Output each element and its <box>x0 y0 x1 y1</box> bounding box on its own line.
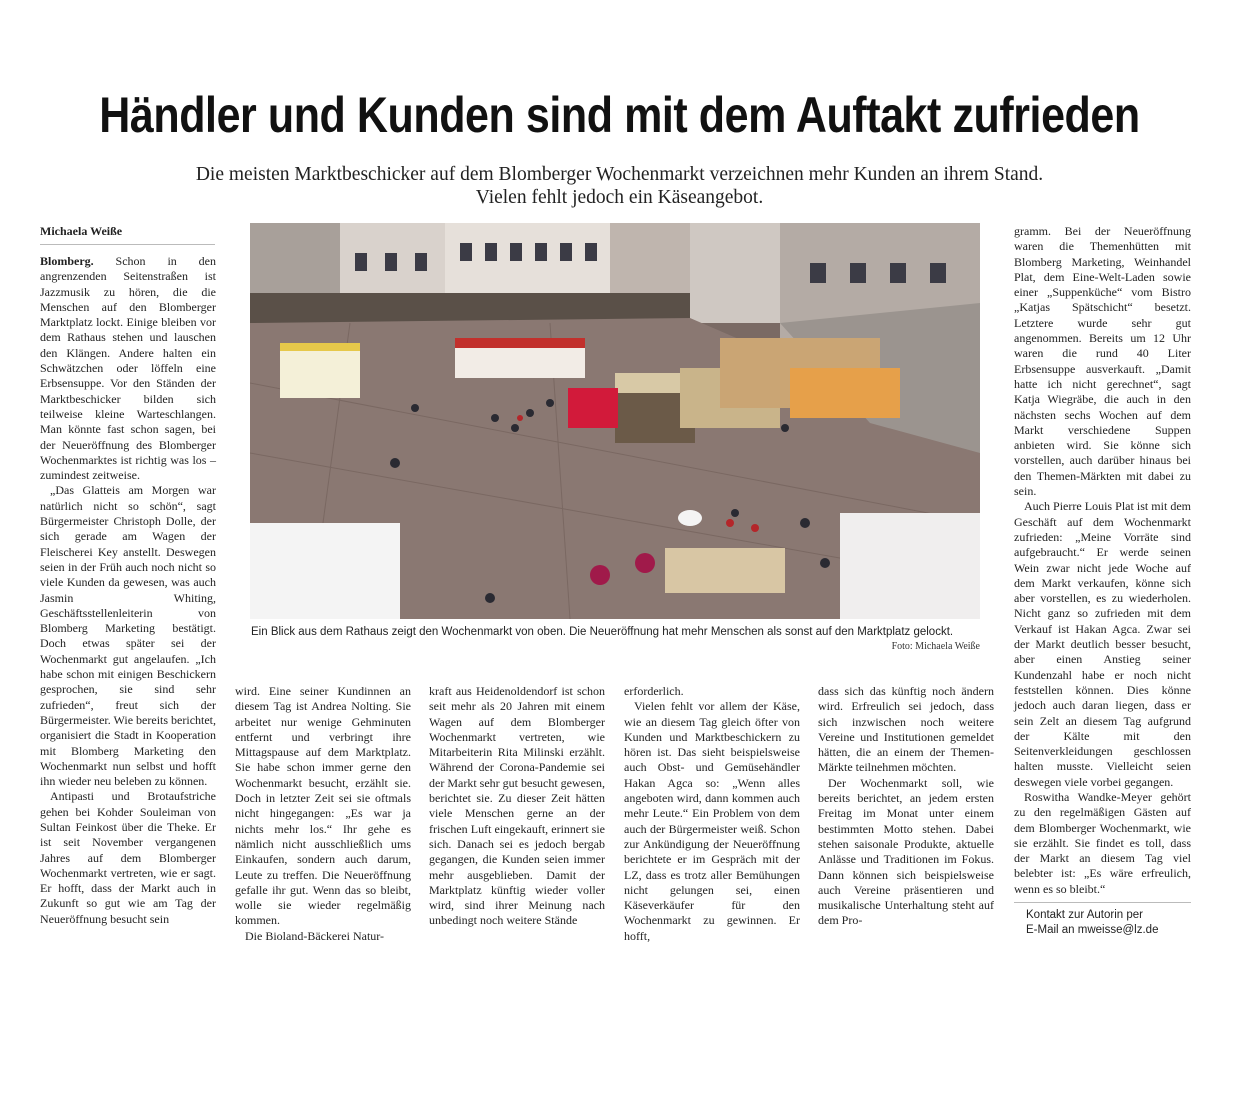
paragraph: kraft aus Heidenoldendorf ist schon seit mehr als 20 Jahren mit einem Wagen auf dem Blomberger Wochenmarkt vertreten, wie Mitarbeiterin Rita Milinski erzählt. Während der Corona-Pandemie sei der Markt sehr gut besucht gewesen, berichtet sie. Zu dieser Zeit hätten viele Menschen gerne an der frischen Luft eingekauft, erinnert sie sich. Danach sei es jedoch bergab gegangen, die Kunden seien immer mehr ausgeblieben. Damit der Marktplatz künftig wieder voller wird, sind ihrer Meinung nach unbedingt noch weitere Stände <box>429 684 605 928</box>
subhead-line-2: Vielen fehlt jedoch ein Käseangebot. <box>475 187 764 208</box>
dateline: Blomberg. <box>40 254 94 268</box>
photo-credit: Foto: Michaela Weiße <box>891 641 980 652</box>
contact-line-1: Kontakt zur Autorin per <box>1026 909 1143 921</box>
article-column-2 <box>235 684 411 944</box>
contact-email[interactable]: E-Mail an mweisse@lz.de <box>1026 924 1159 936</box>
contact-divider <box>1014 902 1191 903</box>
market-square-illustration <box>250 223 980 619</box>
subhead-line-1: Die meisten Marktbeschicker auf dem Blomberger Wochenmarkt verzeichnen mehr Kunden an ihrem Stand. <box>195 164 1044 185</box>
article-column-4 <box>624 684 800 944</box>
article-column-6 <box>1014 224 1191 897</box>
paragraph: dass sich das künftig noch ändern wird. Erfreulich sei jedoch, dass sich inzwischen noch weitere Vereine und Institutionen gemeldet hätten, die an einem der Themen-Märkte teilnehmen möchten. <box>818 684 994 775</box>
article-column-5 <box>818 684 994 929</box>
paragraph: „Das Glatteis am Morgen war natürlich nicht so schön“, sagt Bürgermeister Christoph Dolle, der sich gerade am Wagen der Fleischerei Key anstellt. Deswegen seien in der Früh auch noch nicht so viele Kunden da gewesen, was auch Jasmin Whiting, Geschäftsstellenleiterin von Blomberg Marketing bestätigt. Doch etwas später sei der Wochenmarkt gut angelaufen. „Ich habe schon mit einigen Beschickern gesprochen, sie sind sehr zufrieden“, freut sich der Bürgermeister. Wie bereits berichtet, organisiert die Stadt in Kooperation mit Blomberg Marketing den Wochenmarkt nun selbst und hofft ihn wieder neu beleben zu können. <box>40 483 217 789</box>
headline: Händler und Kunden sind mit dem Auftakt zufrieden <box>99 87 1140 143</box>
author-contact <box>1026 908 1196 938</box>
paragraph: erforderlich. <box>624 684 684 698</box>
paragraph: Vielen fehlt vor allem der Käse, wie an diesem Tag gleich öfter von Kunden und Marktbeschickern zu hören ist. Das sieht beispielsweise auch Obst- und Gemüsehändler Hakan Agca so: „Wenn alles angeboten wird, dann kommen auch mehr Leute.“ Ein Problem von dem auch der Bürgermeister weiß. Schon zur Ankündigung der Neueröffnung berichtete er im Gespräch mit der LZ, dass es trotz aller Bemühungen nicht gelungen sei, einen Käseverkäufer für den Wochenmarkt zu gewinnen. Er hofft, <box>624 699 800 943</box>
article-column-3 <box>429 684 605 929</box>
photo-caption: Ein Blick aus dem Rathaus zeigt den Wochenmarkt von oben. Die Neueröffnung hat mehr Menschen als sonst auf den Marktplatz gelockt. <box>251 626 954 638</box>
paragraph: Auch Pierre Louis Plat ist mit dem Geschäft auf dem Wochenmarkt zufrieden: „Meine Vorräte sind aufgebraucht.“ Er werde seinen Wein zwar nicht jede Woche auf dem Markt verkaufen, könne sich aber vorstellen, es zu wiederholen. Nicht ganz so zufrieden mit dem Verkauf ist Hakan Agca. Zwar sei der Markt deutlich besser besucht, aber einen Anstieg seiner Kundenzahl habe er noch nicht feststellen können. Dies könne jedoch auch daran liegen, dass er sein Zelt an diesem Tag aufgrund der Kälte mit den Seitenverkleidungen geschlossen halten musste. Vielleicht seien deswegen viele vorbei gegangen. <box>1014 499 1191 789</box>
paragraph: Antipasti und Brotaufstriche gehen bei Kohder Souleiman von Sultan Feinkost über die Theke. Er ist seit November vergangenen Jahres auf dem Blomberger Wochenmarkt vertreten, wie er sagt. Er hofft, dass der Markt auch in Zukunft so gut wie am Tag der Neueröffnung besucht sein <box>40 789 216 926</box>
paragraph: Schon in den angrenzenden Seitenstraßen ist Jazzmusik zu hören, die die Menschen auf den Blomberger Marktplatz lockt. Einige bleiben vor dem Rathaus stehen und lauschen den Klängen. Andere halten ein Schwätzchen oder löffeln eine Erbsensuppe. Vor den Ständen der Marktbeschicker bilden sich teilweise kleine Warteschlangen. Man könnte fast schon sagen, bei der Neueröffnung des Blomberger Wochenmarktes ist richtig was los – zumindest zeitweise. <box>40 254 216 483</box>
paragraph: gramm. Bei der Neueröffnung waren die Themenhütten mit Blomberg Marketing, Weinhandel Plat, dem Eine-Welt-Laden sowie einer „Suppenküche“ vom Bistro „Katjas Spätschicht“ besetzt. Letztere wurde sehr gut angenommen. Bereits um 12 Uhr waren die rund 40 Liter Erbsensuppe ausverkauft. „Damit hatte ich nicht gerechnet“, sagt Katja Wiegräbe, die auch in den nächsten sechs Wochen auf dem Markt verschiedene Suppen anbieten wird. Sie könne sich vorstellen, auch darüber hinaus bei den Themen-Märkten mit dabei zu sein. <box>1014 224 1191 499</box>
paragraph: wird. Eine seiner Kundinnen an diesem Tag ist Andrea Nolting. Sie arbeitet nur wenige Gehminuten entfernt und verbringt ihre Mittagspause auf dem Marktplatz. Sie habe schon immer gerne den Wochenmarkt besucht, erzählt sie. Doch in letzter Zeit sei sie oftmals nicht hingegangen: „Es war ja nichts mehr los.“ Ihr gehe es nämlich nicht ausschließlich ums Einkaufen, sondern auch darum, Leute zu treffen. Die Neueröffnung gefalle ihr gut. Wenn das so bleibt, wolle sie wieder regelmäßig kommen. <box>235 684 411 928</box>
paragraph: Roswitha Wandke-Meyer gehört zu den regelmäßigen Gästen auf dem Blomberger Wochenmarkt, wie sie erzählt. Sie findet es toll, dass der Markt an diesem Tag viel belebter ist: „Es wäre erfreulich, wenn es so bleibt.“ <box>1014 789 1191 896</box>
paragraph: Der Wochenmarkt soll, wie bereits berichtet, an jedem ersten Freitag im Monat unter einem bestimmten Motto stehen. Dabei stehen saisonale Produkte, aktuelle Anlässe und Traditionen im Fokus. Dann können sich beispielsweise auch Vereine präsentieren und musikalische Unterhaltung steht auf dem Pro- <box>818 775 994 928</box>
paragraph: Die Bioland-Bäckerei Natur- <box>245 928 385 943</box>
market-photo <box>250 223 980 619</box>
author-byline: Michaela Weiße <box>40 224 215 245</box>
article-column-1 <box>40 254 216 927</box>
